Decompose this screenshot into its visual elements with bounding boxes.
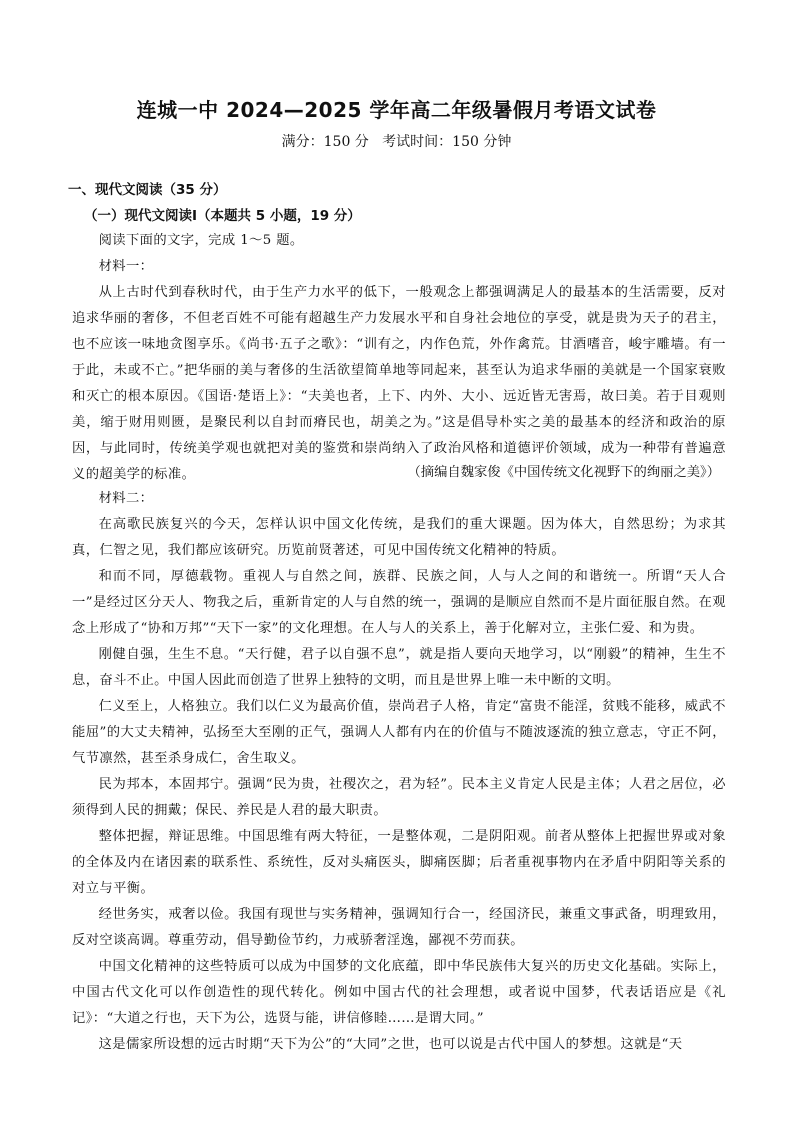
material-two-paragraph: 在高歌民族复兴的今天，怎样认识中国文化传统，是我们的重大课题。因为体大，自然思纷；为求其真，仁智之见，我们都应该研究。历览前贤著述，可见中国传统文化精神的特质。: [72, 517, 726, 558]
material-one-label: 材料一：: [98, 259, 154, 274]
material-two-paragraph: 经世务实，戒奢以俭。我国有现世与实务精神，强调知行合一，经国济民，兼重文事武备，明理致用，反对空谈高调。尊重劳动，倡导勤俭节约，力戒骄奢淫逸，鄙视不劳而获。: [72, 907, 726, 948]
exam-title: 连城一中 2024—2025 学年高二年级暑假月考语文试卷: [136, 98, 657, 122]
material-two: [72, 486, 726, 1058]
material-two-paragraph: 刚健自强，生生不息。“天行健，君子以自强不息”，就是指人要向天地学习，以“刚毅”的精神，生生不息，奋斗不止。中国人因此而创造了世界上独特的文明，而且是世界上唯一未中断的文明。: [72, 647, 726, 688]
material-one-paragraph: 从上古时代到春秋时代，由于生产力水平的低下，一般观念上都强调满足人的最基本的生活需要，反对追求华丽的奢侈，不但老百姓不可能有超越生产力发展水平和自身社会地位的享受，就是贵为天子的君主，也不应该一味地贪图享乐。《尚书·五子之歌》：“训有之，内作色荒，外作禽荒。甘酒嗜音，峻宇雕墙。有一于此，未或不亡。”把华丽的美与奢侈的生活欲望简单地等同起来，甚至认为追求华丽的美就是一个国家衰败和灭亡的根本原因。《国语·楚语上》：“夫美也者，上下、内外、大小、远近皆无害焉，故曰美。若于目观则美，缩于财用则匮，是聚民利以自封而瘠民也，胡美之为。”这是倡导朴实之美的最基本的经济和政治的原因，与此同时，传统美学观也就把对美的鉴赏和崇尚纳入了政治风格和道德评价领域，成为一种带有普遍意义的超美学的标准。: [72, 285, 726, 482]
material-two-paragraph: 和而不同，厚德载物。重视人与自然之间，族群、民族之间，人与人之间的和谐统一。所谓“天人合一”是经过区分天人、物我之后，重新肯定的人与自然的统一，强调的是顺应自然而不是片面征服自然。在观念上形成了“协和万邦”“天下一家”的文化理想。在人与人的关系上，善于化解对立，主张仁爱、和为贵。: [72, 569, 726, 636]
material-two-paragraph: 民为邦本，本固邦宁。强调“民为贵，社稷次之，君为轻”。民本主义肯定人民是主体；人君之居位，必须得到人民的拥戴；保民、养民是人君的最大职责。: [72, 777, 726, 818]
material-two-paragraph: 中国文化精神的这些特质可以成为中国梦的文化底蕴，即中华民族伟大复兴的历史文化基础。实际上，中国古代文化可以作创造性的现代转化。例如中国古代的社会理想，或者说中国梦，代表话语应是《礼记》：“大道之行也，天下为公，选贤与能，讲信修睦……是谓大同。”: [72, 959, 726, 1026]
section-heading: 一、现代文阅读（35 分）: [68, 182, 227, 198]
material-one-source: （摘编自魏家俊《中国传统文化视野下的绚丽之美》）: [407, 465, 720, 480]
material-two-label: 材料二：: [98, 491, 154, 506]
material-two-paragraph: 仁义至上，人格独立。我们以仁义为最高价值，崇尚君子人格，肯定“富贵不能淫，贫贱不能移，威武不能屈”的大丈夫精神，弘扬至大至刚的正气，强调人人都有内在的价值与不随波逐流的独立意志，守正不阿，气节凛然，甚至杀身成仁，舍生取义。: [72, 699, 726, 766]
exam-subtitle: 满分：150 分 考试时间：150 分钟: [281, 134, 512, 150]
material-two-paragraph: 这是儒家所设想的远古时期“天下为公”的“大同”之世，也可以说是古代中国人的梦想。这就是“天: [98, 1037, 683, 1052]
material-two-paragraph: 整体把握，辩证思维。中国思维有两大特征，一是整体观，二是阴阳观。前者从整体上把握世界或对象的全体及内在诸因素的联系性、系统性，反对头痛医头，脚痛医脚；后者重视事物内在矛盾中阴阳等关系的对立与平衡。: [72, 829, 726, 896]
instruction-text: 阅读下面的文字，完成 1～5 题。: [98, 233, 304, 248]
subsection-heading: （一）现代文阅读Ⅰ（本题共 5 小题，19 分）: [84, 208, 361, 224]
reading-instruction: [72, 228, 726, 254]
material-one: [72, 254, 726, 488]
